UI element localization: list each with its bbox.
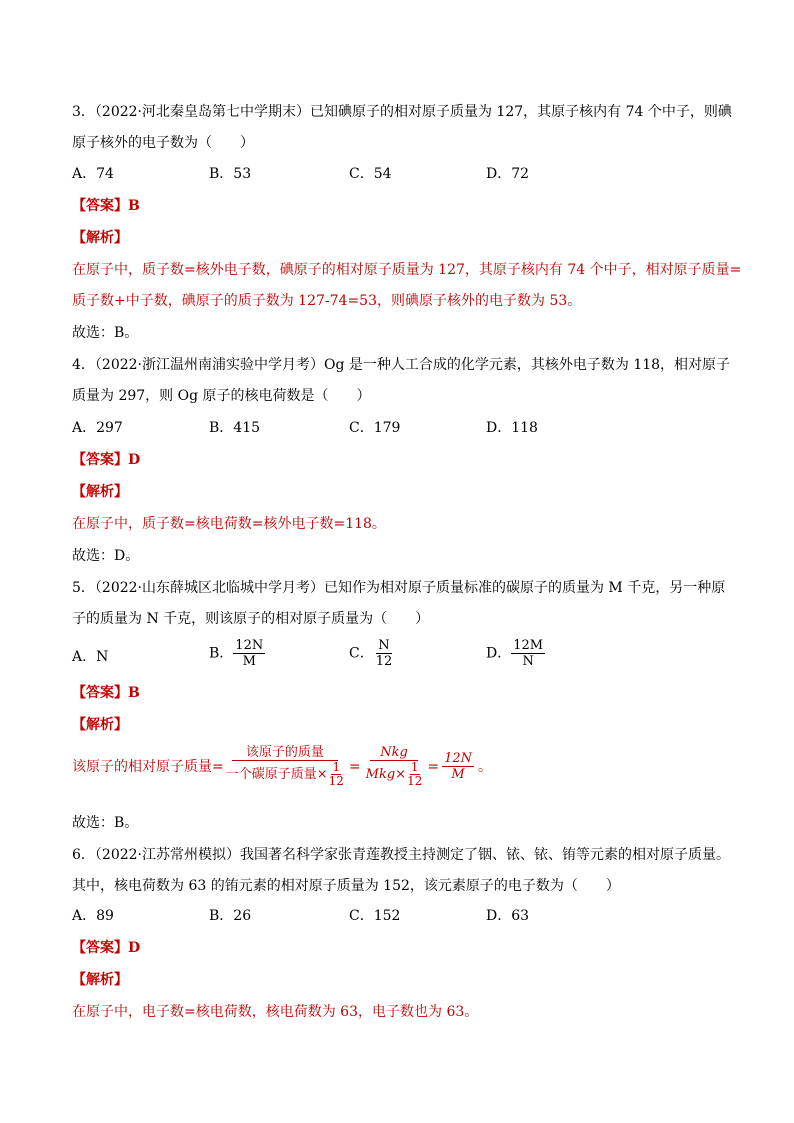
q5-formula-frac1-small-den: 12	[328, 774, 344, 788]
q5-option-b-fraction	[233, 638, 265, 669]
q5-formula-frac2-den-text: Mkg×	[365, 767, 407, 782]
q6-stem-line1: 6．（2022·江苏常州模拟）我国著名科学家张青莲教授主持测定了铟、铱、铱、铕等元素的相对原子质量。	[72, 847, 730, 863]
q5-option-a: A．N	[72, 649, 109, 665]
q6-option-a: A．89	[72, 908, 114, 924]
q4-analysis-label: 【解析】	[72, 484, 128, 500]
q5-formula-frac2-numerator: Nkg	[370, 745, 418, 761]
q5-formula-frac3-numerator: 12N	[444, 751, 472, 766]
q5-formula-frac1-denominator	[224, 761, 346, 788]
q3-stem-line2: 原子核外的电子数为（ ）	[72, 135, 254, 151]
q5-formula-eq1: =	[348, 758, 361, 775]
q5-option-b-denominator: M	[242, 654, 256, 669]
q5-formula-frac1-den-text: 一个碳原子质量×	[225, 767, 328, 782]
q5-formula-frac1-small	[329, 761, 344, 788]
q5-option-d-denominator: N	[522, 654, 534, 669]
q5-formula-frac3	[442, 751, 474, 782]
q4-choice: 故选：D。	[72, 548, 140, 564]
q5-formula-frac1	[224, 745, 346, 788]
q3-analysis-label: 【解析】	[72, 230, 128, 246]
q5-formula-frac1-numerator: 该原子的质量	[232, 745, 338, 761]
q5-formula-end: 。	[478, 758, 492, 775]
q6-stem-line2: 其中，核电荷数为 63 的铕元素的相对原子质量为 152，该元素原子的电子数为（ ）	[72, 878, 620, 894]
q5-stem-line2: 子的质量为 N 千克，则该原子的相对原子质量为（ ）	[72, 611, 430, 627]
q3-option-d: D．72	[486, 166, 530, 182]
q5-formula	[72, 745, 492, 788]
q4-stem-line2: 质量为 297，则 Og 原子的核电荷数是（ ）	[72, 388, 371, 404]
q5-formula-frac2-small	[407, 761, 422, 788]
q6-option-d: D．63	[486, 908, 530, 924]
q6-analysis-line1: 在原子中，电子数=核电荷数，核电荷数为 63，电子数也为 63。	[72, 1004, 479, 1020]
q5-formula-frac2	[364, 745, 425, 788]
q5-formula-frac2-small-den: 12	[407, 774, 423, 788]
q4-answer: 【答案】D	[72, 452, 141, 468]
q3-answer: 【答案】B	[72, 198, 140, 214]
q5-answer: 【答案】B	[72, 685, 140, 701]
q5-option-c-fraction	[374, 638, 395, 669]
q5-option-d-prefix: D．	[486, 645, 512, 662]
q5-formula-frac2-denominator	[364, 761, 425, 788]
q5-option-b	[209, 638, 265, 669]
q5-analysis-label: 【解析】	[72, 717, 128, 733]
q5-option-c	[349, 638, 394, 669]
q5-choice: 故选：B。	[72, 815, 139, 831]
q4-stem-line1: 4．（2022·浙江温州南浦实验中学月考）Og 是一种人工合成的化学元素，其核外电子数为 118，相对原子	[72, 357, 731, 373]
q5-option-c-numerator: N	[378, 638, 390, 653]
q5-option-d-numerator: 12M	[513, 638, 544, 653]
q5-formula-frac3-denominator: M	[451, 767, 465, 782]
q3-option-b: B．53	[209, 166, 252, 182]
q3-analysis-line2: 质子数+中子数，碘原子的质子数为 127-74=53，则碘原子核外的电子数为 53。	[72, 293, 582, 309]
q5-option-d-fraction	[511, 638, 545, 669]
q6-option-c: C．152	[349, 908, 401, 924]
q3-stem-line1: 3．（2022·河北秦皇岛第七中学期末）已知碘原子的相对原子质量为 127，其原子核内有 74 个中子，则碘	[72, 104, 732, 120]
q3-analysis-line1: 在原子中，质子数=核外电子数，碘原子的相对原子质量为 127，其原子核内有 74 个中子，相对原子质量=	[72, 262, 742, 278]
q5-option-b-numerator: 12N	[235, 638, 264, 653]
q5-option-b-prefix: B．	[209, 645, 234, 662]
q4-option-b: B．415	[209, 420, 261, 436]
q6-option-b: B．26	[209, 908, 252, 924]
q5-stem-line1: 5．（2022·山东薛城区北临城中学月考）已知作为相对原子质量标准的碳原子的质量为 M 千克，另一种原	[72, 580, 726, 596]
q4-option-d: D．118	[486, 420, 538, 436]
q6-answer: 【答案】D	[72, 940, 141, 956]
q3-choice: 故选：B。	[72, 325, 139, 341]
q5-formula-frac1-small-num: 1	[332, 760, 341, 774]
q5-formula-frac2-small-num: 1	[410, 760, 419, 774]
q3-option-a: A．74	[72, 166, 114, 182]
q5-option-c-denominator: 12	[375, 654, 393, 669]
q5-option-c-prefix: C．	[349, 645, 374, 662]
q4-analysis-line1: 在原子中，质子数=核电荷数=核外电子数=118。	[72, 516, 386, 532]
q5-formula-eq2: =	[427, 758, 440, 775]
q5-option-d	[486, 638, 545, 669]
q4-option-a: A．297	[72, 420, 123, 436]
q5-formula-prefix: 该原子的相对原子质量=	[72, 758, 224, 775]
q4-option-c: C．179	[349, 420, 401, 436]
q6-analysis-label: 【解析】	[72, 972, 128, 988]
q3-option-c: C．54	[349, 166, 392, 182]
